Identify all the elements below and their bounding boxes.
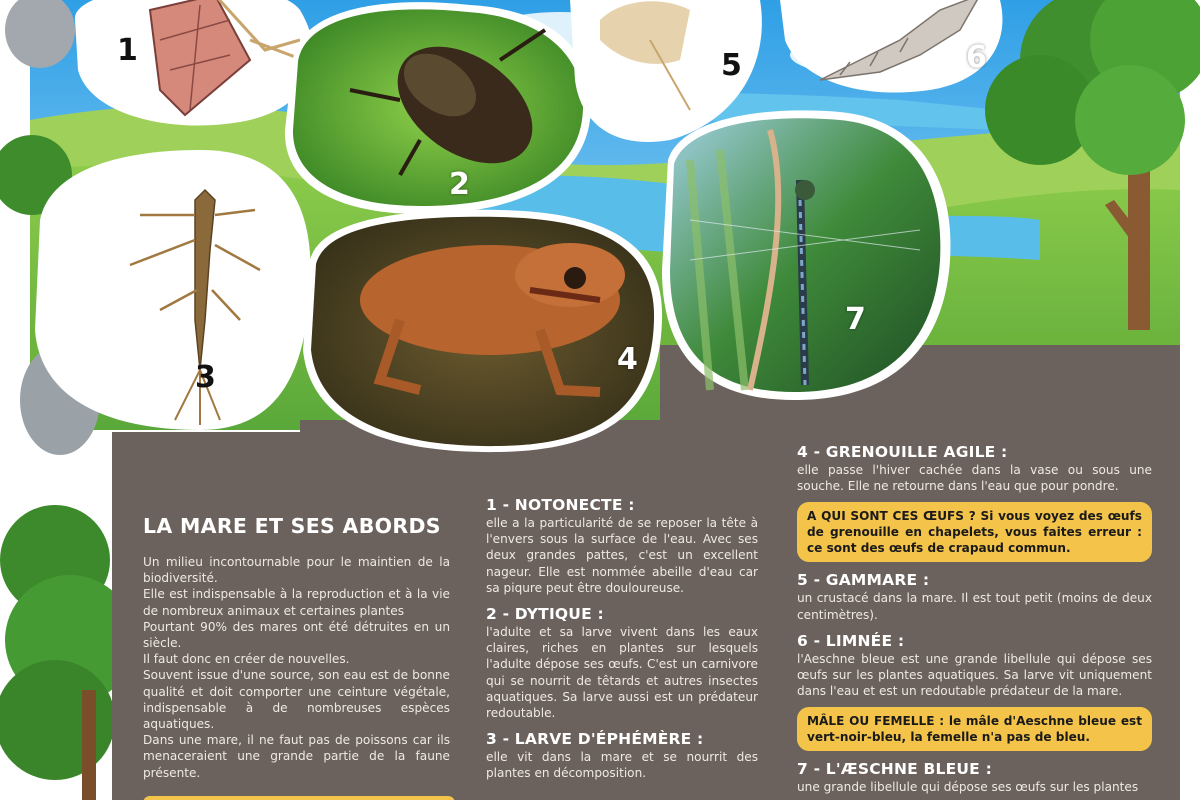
callout-oeufs-text: Si vous voyez des œufs de grenouille en chapelets, vous faites erreur : ce sont des œufs de crapaud commun. — [807, 509, 1142, 556]
photo-larve-ephemere — [35, 150, 311, 430]
photo-grenouille-agile — [303, 210, 662, 452]
callout-strip — [143, 796, 455, 800]
section-body-limnee: l'Aeschne bleue est une grande libellule qui dépose ses œufs sur les plantes aquatiques. Sa larve vit uniquement dans l'eau et est un redoutable prédateur de la mare. — [797, 651, 1152, 699]
intro-paragraph: Dans une mare, il ne faut pas de poissons car ils menaceraient une grande partie de la faune présente. — [143, 733, 450, 780]
section-body-grenouille: elle passe l'hiver cachée dans la vase ou sous une souche. Elle ne retourne dans l'eau que pour pondre. — [797, 463, 1152, 494]
photo-dytique — [285, 2, 592, 214]
callout-male-femelle — [797, 707, 1152, 751]
page-title: LA MARE ET SES ABORDS — [143, 514, 441, 538]
intro-paragraph: Un milieu incontournable pour le maintien de la biodiversité. — [143, 555, 450, 586]
section-body-aeschne: une grande libellule qui dépose ses œufs sur les plantes — [797, 780, 1139, 795]
section-heading-aeschne: 7 - L'ÆSCHNE BLEUE : — [797, 760, 992, 779]
section-body-dytique: l'adulte et sa larve vivent dans les eaux claires, riches en plantes sur lesquels l'adulte dépose ses œufs. C'est un carnivore qui se nourrit de têtards et autres insectes aquatiques. Sa larve aussi est un prédateur redoutable. — [486, 625, 758, 721]
intro-paragraph: Souvent issue d'une source, son eau est de bonne qualité et doit comporter une ceinture végétale, indispensable à de nombreuses espèces aquatiques. — [143, 668, 450, 732]
section-body-larve-ephemere: elle vit dans la mare et se nourrit des plantes en décomposition. — [486, 750, 758, 781]
photo-number-7: 7 — [845, 302, 866, 337]
section-heading-larve-ephemere: 3 - LARVE D'ÉPHÉMÈRE : — [486, 730, 704, 749]
photo-number-6: 6 — [966, 40, 987, 75]
section-body-notonecte: elle a la particularité de se reposer la tête à l'envers sous la surface de l'eau. Avec ses deux grandes pattes, c'est un excellent nageur. Elle est nommée abeille d'eau car sa piqure peut être douloureuse. — [486, 516, 758, 595]
section-heading-notonecte: 1 - NOTONECTE : — [486, 496, 635, 514]
photo-number-1: 1 — [117, 33, 138, 68]
intro-paragraph: Pourtant 90% des mares ont été détruites en un siècle. — [143, 619, 450, 651]
section-heading-grenouille: 4 - GRENOUILLE AGILE : — [797, 443, 1008, 461]
species-column-right — [797, 442, 1152, 800]
intro-paragraph: Il faut donc en créer de nouvelles. — [143, 652, 350, 667]
photo-number-3: 3 — [195, 360, 216, 395]
callout-male-femelle-lead: MÂLE OU FEMELLE : — [807, 714, 945, 729]
intro-paragraph: Elle est indispensable à la reproduction et à la vie de nombreux animaux et certaines plantes — [143, 587, 450, 618]
section-heading-gammare: 5 - GAMMARE : — [797, 571, 930, 590]
photo-aeschne-bleue — [662, 110, 950, 400]
photo-number-5: 5 — [721, 48, 742, 83]
callout-male-femelle-text: le mâle d'Aeschne bleue est vert-noir-bleu, la femelle n'a pas de bleu. — [807, 714, 1142, 745]
intro-text — [143, 554, 450, 781]
callout-oeufs-lead: A QUI SONT CES ŒUFS ? — [807, 509, 976, 524]
photo-number-4: 4 — [617, 342, 638, 377]
section-body-gammare: un crustacé dans la mare. Il est tout petit (moins de deux centimètres). — [797, 591, 1152, 622]
species-column-middle — [486, 495, 758, 790]
callout-oeufs — [797, 502, 1152, 562]
photo-number-2: 2 — [449, 167, 470, 202]
section-heading-limnee: 6 - LIMNÉE : — [797, 631, 905, 650]
section-heading-dytique: 2 - DYTIQUE : — [486, 605, 604, 624]
